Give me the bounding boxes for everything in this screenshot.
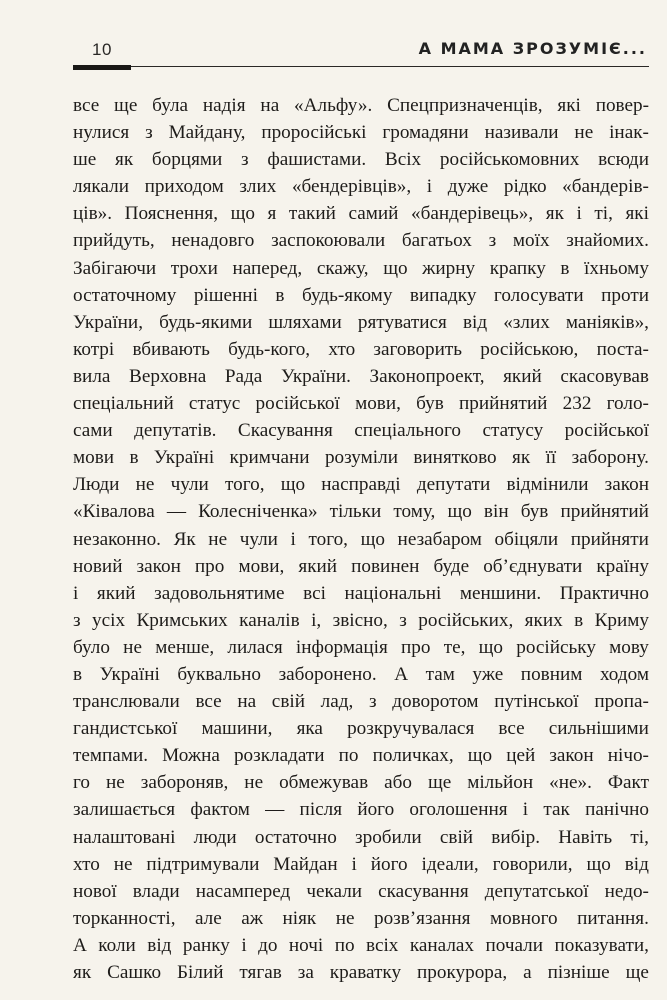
text-line: спеціальний статус російської мови, був прийнятий 232 голо- (73, 393, 649, 415)
running-title: А МАМА ЗРОЗУМІЄ... (418, 39, 647, 58)
text-line: А коли від ранку і до ночі по всіх каналах почали показувати, (73, 934, 649, 956)
text-line: сами депутатів. Скасування спеціального статусу російської (73, 420, 649, 442)
text-line: нової влади насамперед чекали скасування депутатської недо- (73, 880, 649, 902)
text-line: в Україні буквально заборонено. А там уже повним ходом (73, 663, 649, 685)
text-line: ше як борцями з фашистами. Всіх російськомовних всюди (73, 149, 649, 171)
text-line: новий закон про мови, який повинен буде об’єднувати країну (73, 555, 649, 577)
text-line: го не забороняв, не обмежував або ще мільйон «не». Факт (73, 772, 649, 794)
text-line: мови в Україні кримчани розуміли винятково як її заборону. (73, 447, 649, 469)
text-line: незаконно. Як не чули і того, що незабаром обіцяли прийняти (73, 528, 649, 550)
text-line: з усіх Кримських каналів і, звісно, з російських, яких в Криму (73, 609, 649, 631)
text-line: торканності, але аж ніяк не розв’язання мовного питання. (73, 907, 649, 929)
text-line: транслювали все на свій лад, з доворотом путінської пропа- (73, 691, 649, 713)
text-line: було не менше, лилася інформація про те, що російську мову (73, 636, 649, 658)
text-line: як Сашко Білий тягав за краватку прокурора, а пізніше ще (73, 962, 649, 983)
page-number: 10 (92, 40, 112, 59)
text-line: прийдуть, ненадовго заспокоювали багатьох з моїх знайомих. (73, 230, 649, 252)
text-line: залишається фактом — після його оголошення і так панічно (73, 799, 649, 821)
text-line: лякали приходом злих «бендерівців», і дуже рідко «бандерів- (73, 176, 649, 198)
header-rule-accent (73, 65, 131, 70)
text-line: налаштовані люди остаточно зробили свій вибір. Навіть ті, (73, 826, 649, 848)
text-line: Забігаючи трохи наперед, скажу, що жирну крапку в їхньому (73, 257, 649, 279)
text-line: «Ківалова — Колесніченка» тільки тому, що він був прийнятий (73, 501, 649, 523)
header-rule (73, 66, 649, 67)
text-line: і який задовольнятиме всі національні меншини. Практично (73, 582, 649, 604)
text-line: ців». Пояснення, що я такий самий «бандерівець», як і ті, які (73, 203, 649, 225)
text-line: все ще була надія на «Альфу». Спецпризначенців, які повер- (73, 95, 649, 116)
text-line: гандистської машини, яка розкручувалася все сильнішими (73, 718, 649, 740)
text-line: України, будь-якими шляхами рятуватися від «злих маніяків», (73, 311, 649, 333)
text-line: вила Верховна Рада України. Законопроект, який скасовував (73, 365, 649, 387)
text-line: темпами. Можна розкладати по поличках, що цей закон нічо- (73, 745, 649, 767)
text-line: Люди не чули того, що насправді депутати відмінили закон (73, 474, 649, 496)
page-header (73, 38, 649, 68)
text-line: остаточному рішенні в будь-якому випадку голосувати проти (73, 284, 649, 306)
text-line: котрі вбивають будь-кого, хто заговорить російською, поста- (73, 338, 649, 360)
text-line: хто не підтримували Майдан і його ідеали, говорили, що від (73, 853, 649, 875)
body-text (73, 92, 649, 986)
text-line: нулися з Майдану, проросійські громадяни називали не інак- (73, 122, 649, 144)
